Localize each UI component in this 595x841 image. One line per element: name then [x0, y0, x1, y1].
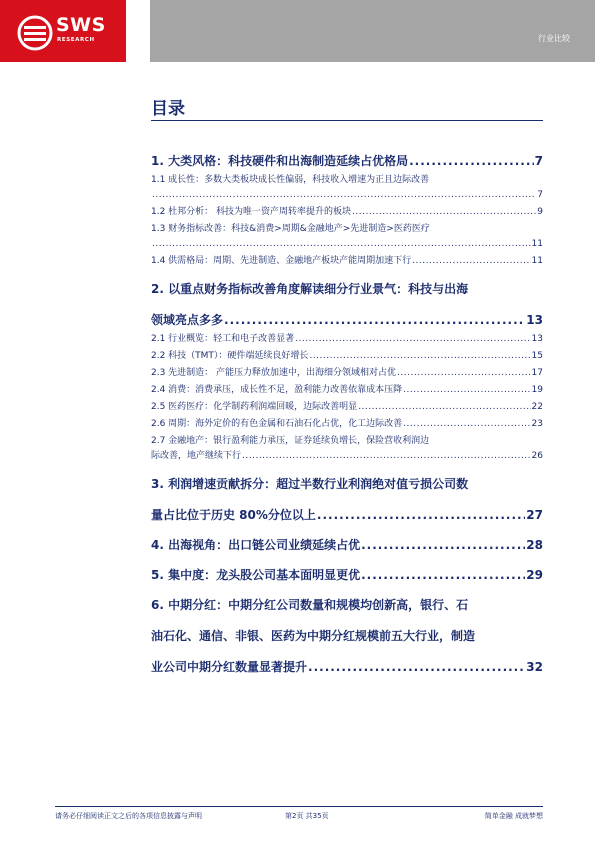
toc-entry[interactable]: [151, 566, 543, 584]
toc-entry-text: 1.1 成长性：多数大类板块成长性偏弱，科技收入增速为正且边际改善: [151, 175, 430, 185]
page-title: 目录: [151, 99, 185, 119]
toc-line: [151, 367, 543, 380]
toc-page-number: 22: [531, 402, 543, 412]
toc-entry-text: 1.4 供需格局：周期、先进制造、金融地产板块产能周期加速下行: [151, 256, 412, 266]
toc-line: [151, 384, 543, 397]
toc-entry[interactable]: [151, 418, 543, 431]
footer-disclaimer: 请务必仔细阅读正文之后的各项信息披露与声明: [55, 812, 202, 820]
toc-line: [151, 566, 543, 584]
toc-page-number: 11: [531, 239, 543, 249]
toc-leader-dots: [352, 206, 536, 219]
toc-entry-text: 1. 大类风格：科技硬件和出海制造延续占优格局: [151, 154, 409, 168]
report-type: 行业比较: [538, 34, 570, 43]
toc-entry[interactable]: [151, 384, 543, 397]
toc-entry-text: 2.4 消费：消费承压，成长性不足，盈利能力改善依靠成本压降: [151, 385, 403, 395]
toc-line: [151, 223, 543, 236]
header-band: [150, 0, 595, 62]
toc-entry[interactable]: [151, 350, 543, 363]
toc-leader-dots: [403, 384, 530, 397]
table-of-contents: [151, 130, 543, 676]
toc-entry-text: 1.2 杜邦分析： 科技为唯一资产周转率提升的板块: [151, 207, 352, 217]
toc-entry-text: 领域亮点多多: [151, 313, 224, 327]
page-header: [0, 0, 595, 62]
toc-page-number: 32: [526, 660, 543, 674]
toc-page-number: 23: [531, 419, 543, 429]
logo-text: SWS: [56, 14, 106, 36]
toc-leader-dots: [317, 506, 525, 524]
toc-line: [151, 152, 543, 170]
toc-entry[interactable]: [151, 333, 543, 346]
toc-entry[interactable]: [151, 401, 543, 414]
toc-leader-dots: [309, 350, 530, 363]
toc-line: [151, 238, 543, 251]
toc-page-number: 15: [531, 351, 543, 361]
toc-line: [151, 174, 543, 187]
toc-entry-text: 2.1 行业概览：轻工和电子改善显著: [151, 334, 295, 344]
toc-leader-dots: [295, 333, 530, 346]
toc-line: [151, 435, 543, 448]
toc-line: [151, 450, 543, 463]
toc-entry-text: 6. 中期分红：中期分红公司数量和规模均创新高，银行、石: [151, 598, 469, 612]
toc-entry-text: 2.7 金融地产：银行盈利能力承压，证券延续负增长，保险营收利润边: [151, 436, 430, 446]
toc-entry-text: 2.3 先进制造： 产能压力释放加速中，出海细分领域相对占优: [151, 368, 397, 378]
logo-subtext: RESEARCH: [57, 37, 95, 43]
toc-entry[interactable]: [151, 255, 543, 268]
toc-leader-dots: [397, 367, 531, 380]
toc-line: [151, 658, 543, 676]
toc-line: [151, 333, 543, 346]
toc-page-number: 26: [531, 451, 543, 461]
toc-entry-text: 2.5 医药医疗：化学制药利润端回暖，边际改善明显: [151, 402, 358, 412]
toc-page-number: 13: [526, 313, 543, 327]
toc-entry[interactable]: [151, 174, 543, 202]
toc-leader-dots: [412, 255, 530, 268]
toc-line: [151, 627, 543, 645]
toc-leader-dots: [152, 189, 536, 202]
toc-page-number: 28: [526, 538, 543, 552]
toc-entry[interactable]: [151, 223, 543, 251]
toc-leader-dots: [308, 658, 525, 676]
toc-entry[interactable]: [151, 206, 543, 219]
toc-entry-text: 际改善，地产继续下行: [151, 451, 242, 461]
footer-slogan: 简单金融 成就梦想: [484, 812, 543, 820]
toc-entry[interactable]: [151, 435, 543, 463]
toc-entry-text: 油石化、通信、非银、医药为中期分红规模前五大行业，制造: [151, 629, 476, 643]
toc-entry[interactable]: [151, 367, 543, 380]
toc-line: [151, 596, 543, 614]
toc-entry-text: 量占比位于历史 80%分位以上: [151, 508, 316, 522]
toc-leader-dots: [361, 566, 525, 584]
toc-line: [151, 506, 543, 524]
toc-line: [151, 311, 543, 329]
toc-entry-text: 2.2 科技（TMT）：硬件端延续良好增长: [151, 351, 309, 361]
toc-line: [151, 189, 543, 202]
toc-page-number: 17: [531, 368, 543, 378]
toc-line: [151, 350, 543, 363]
toc-line: [151, 206, 543, 219]
toc-leader-dots: [152, 238, 531, 251]
toc-entry-text: 5. 集中度：龙头股公司基本面明显更优: [151, 568, 361, 582]
toc-entry-text: 1.3 财务指标改善：科技&消费>周期&金融地产>先进制造>医药医疗: [151, 224, 430, 234]
toc-line: [151, 280, 543, 298]
toc-page-number: 13: [531, 334, 543, 344]
toc-entry[interactable]: [151, 475, 543, 524]
toc-entry[interactable]: [151, 152, 543, 170]
toc-leader-dots: [361, 536, 525, 554]
toc-leader-dots: [409, 152, 534, 170]
toc-entry-text: 2. 以重点财务指标改善角度解读细分行业景气：科技与出海: [151, 282, 469, 296]
toc-page-number: 27: [526, 508, 543, 522]
toc-entry[interactable]: [151, 596, 543, 676]
toc-page-number: 7: [537, 190, 543, 200]
toc-leader-dots: [242, 450, 531, 463]
toc-line: [151, 536, 543, 554]
toc-page-number: 29: [526, 568, 543, 582]
toc-entry-text: 3. 利润增速贡献拆分：超过半数行业利润绝对值亏损公司数: [151, 477, 469, 491]
logo: [0, 0, 126, 62]
sws-logo-icon: [17, 15, 53, 51]
toc-entry[interactable]: [151, 280, 543, 329]
toc-leader-dots: [403, 418, 530, 431]
toc-line: [151, 255, 543, 268]
toc-entry[interactable]: [151, 536, 543, 554]
toc-leader-dots: [358, 401, 530, 414]
toc-page-number: 11: [531, 256, 543, 266]
toc-entry-text: 4. 出海视角：出口链公司业绩延续占优: [151, 538, 361, 552]
toc-line: [151, 475, 543, 493]
toc-entry-text: 2.6 周期：海外定价的有色金属和石油石化占优，化工边际改善: [151, 419, 403, 429]
footer-divider: [55, 806, 543, 807]
toc-leader-dots: [224, 311, 525, 329]
footer-page-info: 第2页 共35页: [285, 812, 329, 820]
toc-page-number: 19: [531, 385, 543, 395]
toc-entry-text: 业公司中期分红数量显著提升: [151, 660, 308, 674]
title-divider: [151, 120, 543, 121]
toc-line: [151, 418, 543, 431]
toc-page-number: 9: [537, 207, 543, 217]
toc-page-number: 7: [534, 154, 543, 168]
toc-line: [151, 401, 543, 414]
